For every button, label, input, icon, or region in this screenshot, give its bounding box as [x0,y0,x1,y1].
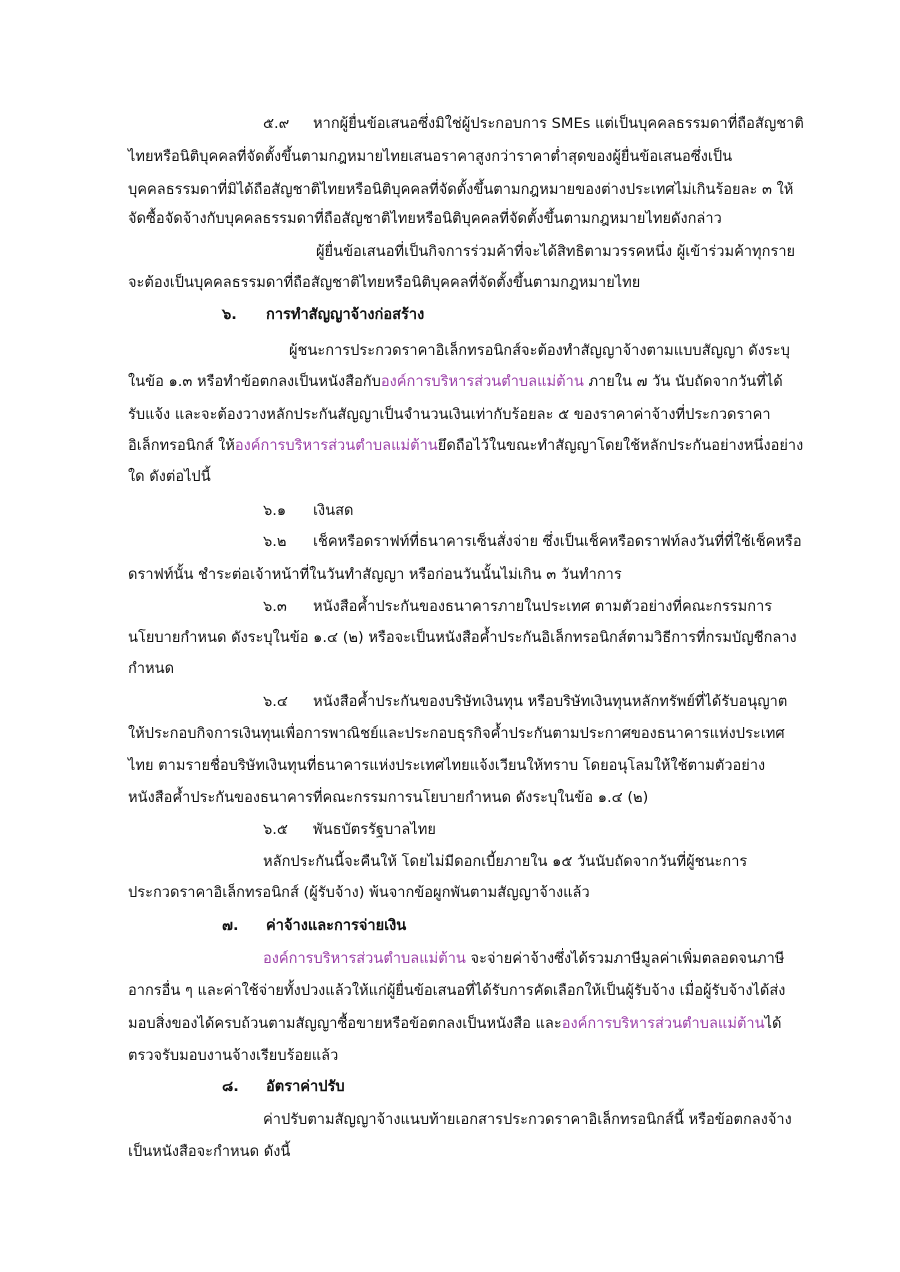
section-6-line-4: อิเล็กทรอนิกส์ ให้องค์การบริหารส่วนตำบลแม่ต้านยึดถือไว้ในขณะทำสัญญาโดยใช้หลักประกันอย่างหนึ่งอย่าง [128,437,804,454]
clause-5-9-line-1 [263,114,804,134]
section-6-line-2: ในข้อ ๑.๓ หรือทำข้อตกลงเป็นหนังสือกับองค์การบริหารส่วนตำบลแม่ต้าน ภายใน ๗ วัน นับถัดจากวันที่ได้ [128,373,783,390]
org-name-link: องค์การบริหารส่วนตำบลแม่ต้าน [263,950,466,967]
clause-5-9-line-2: ไทยหรือนิติบุคคลที่จัดตั้งขึ้นตามกฎหมายไทยเสนอราคาสูงกว่าราคาต่ำสุดของผู้ยื่นข้อเสนอซึ่งเป็น [128,148,733,165]
item-6-4-line-4: หนังสือค้ำประกันของธนาคารที่คณะกรรมการนโยบายกำหนด ดังระบุในข้อ ๑.๔ (๒) [128,789,649,806]
clause-5-9-line-6: จะต้องเป็นบุคคลธรรมดาที่ถือสัญชาติไทยหรือนิติบุคคลที่จัดตั้งขึ้นตามกฎหมายไทย [128,274,641,291]
item-6-4-line-1: ๖.๔ หนังสือค้ำประกันของบริษัทเงินทุน หรือบริษัทเงินทุนหลักทรัพย์ที่ได้รับอนุญาต [263,693,788,710]
section-6-line-1: ผู้ชนะการประกวดราคาอิเล็กทรอนิกส์จะต้องทำสัญญาจ้างตามแบบสัญญา ดังระบุ [289,342,790,359]
section-7-heading [222,916,406,936]
item-6-2-line-2: ดราฟท์นั้น ชำระต่อเจ้าหน้าที่ในวันทำสัญญา หรือก่อนวันนั้นไม่เกิน ๓ วันทำการ [128,566,622,583]
return-line-1: หลักประกันนี้จะคืนให้ โดยไม่มีดอกเบี้ยภายใน ๑๕ วันนับถัดจากวันที่ผู้ชนะการ [263,853,748,870]
section-7-line-4: ตรวจรับมอบงานจ้างเรียบร้อยแล้ว [128,1047,339,1064]
section-6-heading [222,305,424,325]
section-number: ๘. [222,1078,239,1095]
clause-number: ๕.๙ [263,115,290,132]
item-6-4-line-2: ให้ประกอบกิจการเงินทุนเพื่อการพาณิชย์และประกอบธุรกิจค้ำประกันตามประกาศของธนาคารแห่งประเทศ [128,725,785,742]
section-8-line-1: ค่าปรับตามสัญญาจ้างแนบท้ายเอกสารประกวดราคาอิเล็กทรอนิกส์นี้ หรือข้อตกลงจ้าง [263,1111,792,1128]
section-number: ๖. [222,306,237,323]
section-7-line-2: อากรอื่น ๆ และค่าใช้จ่ายทั้งปวงแล้วให้แก่ผู้ยื่นข้อเสนอที่ได้รับการคัดเลือกให้เป็นผู้รับจ้าง เมื่อผู้รับจ้างได้ส่ง [128,982,786,999]
section-8-line-2: เป็นหนังสือจะกำหนด ดังนี้ [128,1143,291,1160]
org-name-link: องค์การบริหารส่วนตำบลแม่ต้าน [380,373,584,390]
section-title: อัตราค่าปรับ [266,1078,345,1095]
clause-5-9-line-4: จัดซื้อจัดจ้างกับบุคคลธรรมดาที่ถือสัญชาติไทยหรือนิติบุคคลที่จัดตั้งขึ้นตามกฎหมายไทยดังกล่าว [128,210,722,227]
section-title: ค่าจ้างและการจ่ายเงิน [266,917,407,934]
clause-5-9-line-5: ผู้ยื่นข้อเสนอที่เป็นกิจการร่วมค้าที่จะได้สิทธิตามวรรคหนึ่ง ผู้เข้าร่วมค้าทุกราย [316,243,796,260]
section-number: ๗. [222,917,239,934]
section-6-line-5: ใด ดังต่อไปนี้ [128,468,211,485]
section-7-line-3: มอบสิ่งของได้ครบถ้วนตามสัญญาซื้อขายหรือข้อตกลงเป็นหนังสือ และองค์การบริหารส่วนตำบลแม่ต้านได้ [128,1015,782,1032]
item-6-1: ๖.๑ เงินสด [263,502,354,519]
item-6-3-line-1: ๖.๓ หนังสือค้ำประกันของธนาคารภายในประเทศ ตามตัวอย่างที่คณะกรรมการ [263,598,773,615]
return-line-2: ประกวดราคาอิเล็กทรอนิกส์ (ผู้รับจ้าง) พ้นจากข้อผูกพันตามสัญญาจ้างแล้ว [128,884,590,901]
org-name-link: องค์การบริหารส่วนตำบลแม่ต้าน [561,1015,765,1032]
paragraph-text: หากผู้ยื่นข้อเสนอซึ่งมิใช่ผู้ประกอบการ SMEs แต่เป็นบุคคลธรรมดาที่ถือสัญชาติ [313,115,804,132]
clause-5-9-line-3: บุคคลธรรมดาที่มิได้ถือสัญชาติไทยหรือนิติบุคคลที่จัดตั้งขึ้นตามกฎหมายของต่างประเทศไม่เกินร้อยละ ๓ ให้ [128,181,794,198]
item-6-3-line-2: นโยบายกำหนด ดังระบุในข้อ ๑.๔ (๒) หรือจะเป็นหนังสือค้ำประกันอิเล็กทรอนิกส์ตามวิธีการที่กรมบัญชีกลาง [128,629,797,646]
item-6-3-line-3: กำหนด [128,660,175,677]
section-title: การทำสัญญาจ้างก่อสร้าง [266,306,425,323]
section-8-heading [222,1077,345,1097]
section-7-line-1: องค์การบริหารส่วนตำบลแม่ต้าน จะจ่ายค่าจ้างซึ่งได้รวมภาษีมูลค่าเพิ่มตลอดจนภาษี [263,950,785,967]
item-6-4-line-3: ไทย ตามรายชื่อบริษัทเงินทุนที่ธนาคารแห่งประเทศไทยแจ้งเวียนให้ทราบ โดยอนุโลมให้ใช้ตามตัวอย่าง [128,757,766,774]
item-6-5: ๖.๕ พันธบัตรรัฐบาลไทย [263,821,436,838]
item-6-2-line-1: ๖.๒ เช็คหรือดราฟท์ที่ธนาคารเซ็นสั่งจ่าย ซึ่งเป็นเช็คหรือดราฟท์ลงวันที่ที่ใช้เช็คหรือ [263,533,802,550]
section-6-line-3: รับแจ้ง และจะต้องวางหลักประกันสัญญาเป็นจำนวนเงินเท่ากับร้อยละ ๕ ของราคาค่าจ้างที่ประกวดราคา [128,406,771,423]
org-name-link: องค์การบริหารส่วนตำบลแม่ต้าน [234,437,438,454]
